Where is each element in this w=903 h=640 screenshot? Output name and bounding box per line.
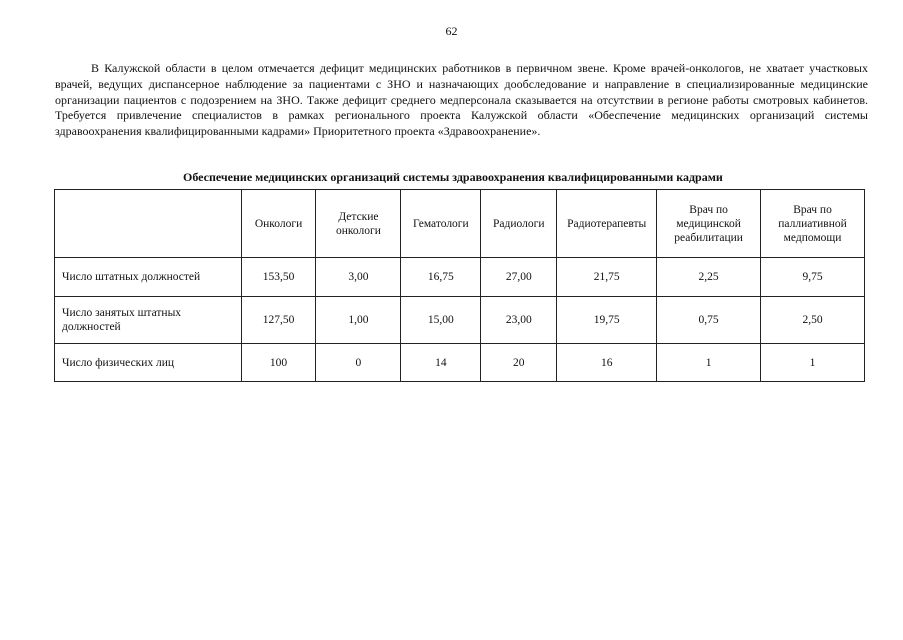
table-cell: 153,50 [241,258,316,297]
header-cell-oncologists: Онкологи [241,190,316,258]
body-paragraph: В Калужской области в целом отмечается дефицит медицинских работников в первичном звене. Кроме врачей-онкологов, не хватает участковых врачей, ведущих диспансерное наблюдение за пациентами с ЗНО и назначающих дообследование и направление в специализированные медицинские организации пациентов с подозрением на ЗНО. Также дефицит среднего медперсонала сказывается на отсутствии в регионе работы смотровых кабинетов. Требуется привлечение специалистов в рамках регионального проекта Калужской области «Обеспечение медицинских организаций системы здравоохранения квалифицированными кадрами» Приоритетного проекта «Здравоохранение». [55,61,868,139]
table-header-row [55,190,865,258]
header-cell-hematologists: Гематологи [401,190,481,258]
table-cell: 127,50 [241,297,316,344]
table-cell: 1,00 [316,297,401,344]
table-cell: 27,00 [481,258,557,297]
table-cell: 15,00 [401,297,481,344]
header-cell-radiotherapists: Радиотерапевты [557,190,657,258]
row-label: Число физических лиц [55,344,242,382]
table-cell: 19,75 [557,297,657,344]
table-cell: 14 [401,344,481,382]
header-cell-palliative-doctor: Врач по паллиативной медпомощи [761,190,865,258]
table-cell: 2,50 [761,297,865,344]
table-cell: 1 [657,344,761,382]
table-cell: 21,75 [557,258,657,297]
table-cell: 2,25 [657,258,761,297]
header-cell-pediatric-oncologists: Детские онкологи [316,190,401,258]
table-cell: 3,00 [316,258,401,297]
table-title: Обеспечение медицинских организаций системы здравоохранения квалифицированными кадрами [183,170,723,184]
table-row [55,258,865,297]
header-cell-empty [55,190,242,258]
table-cell: 20 [481,344,557,382]
table-cell: 23,00 [481,297,557,344]
table-cell: 16 [557,344,657,382]
table-cell: 9,75 [761,258,865,297]
header-cell-rehabilitation-doctor: Врач по медицинской реабилитации [657,190,761,258]
table-row [55,297,865,344]
row-label: Число занятых штатных должностей [55,297,242,344]
page-number: 62 [445,24,458,38]
staffing-table [54,189,865,382]
table-cell: 16,75 [401,258,481,297]
header-cell-radiologists: Радиологи [481,190,557,258]
table-row [55,344,865,382]
table-cell: 100 [241,344,316,382]
table-cell: 1 [761,344,865,382]
row-label: Число штатных должностей [55,258,242,297]
table-cell: 0 [316,344,401,382]
table-cell: 0,75 [657,297,761,344]
